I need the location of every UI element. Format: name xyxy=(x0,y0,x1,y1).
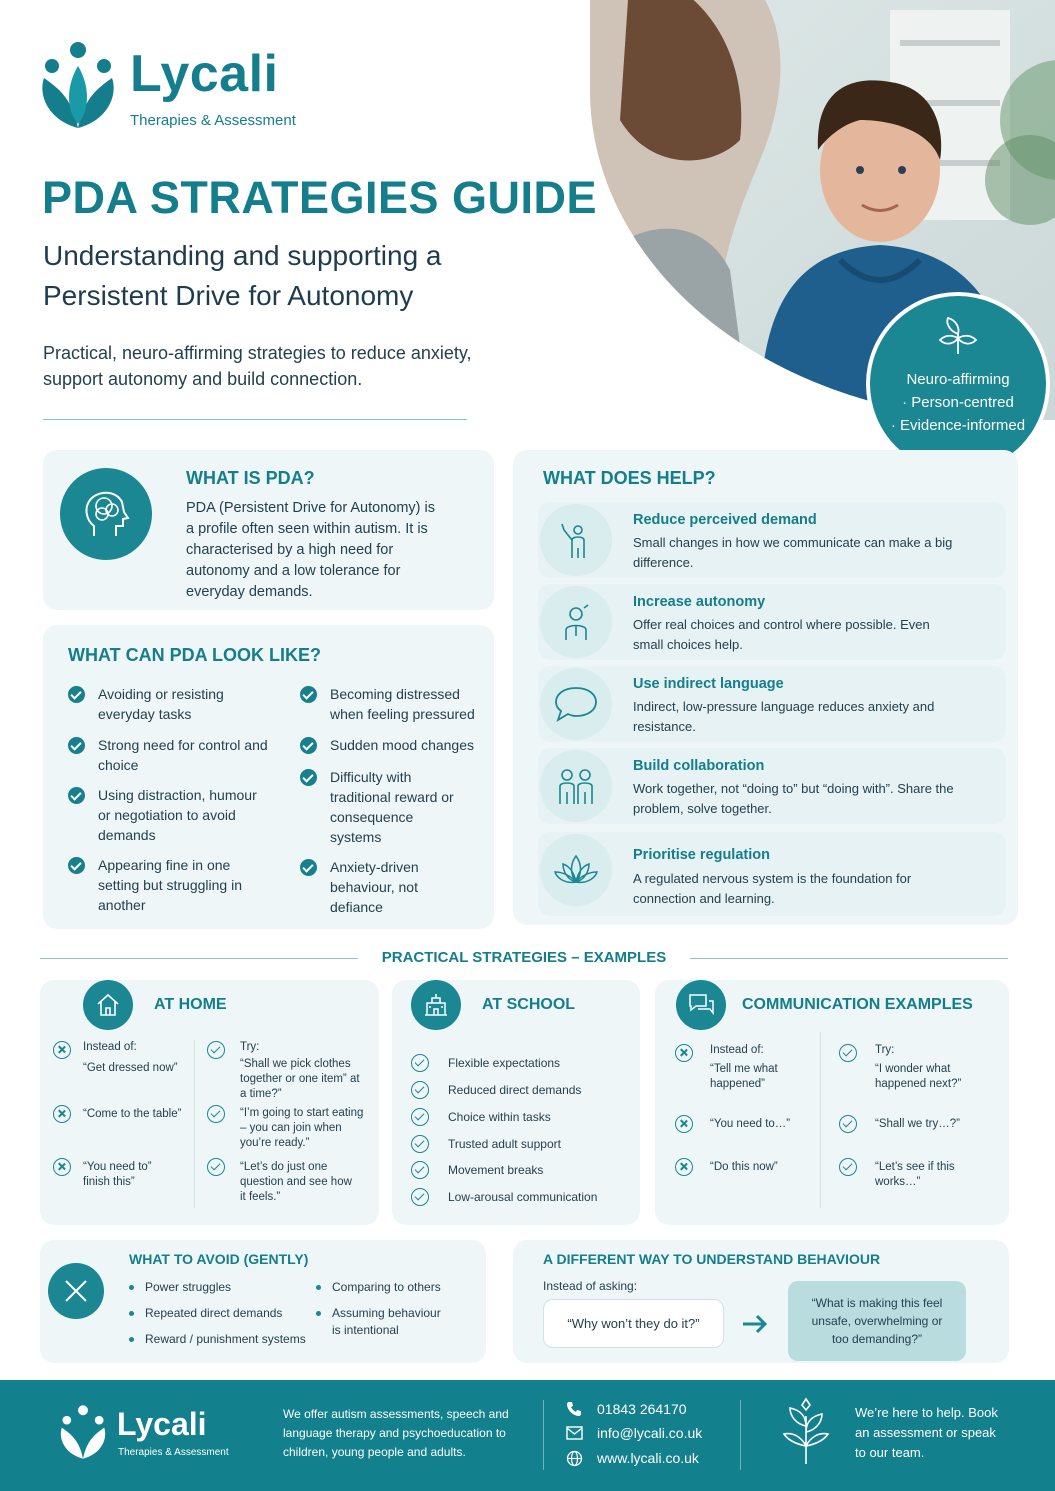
sprout-icon xyxy=(778,1396,834,1468)
page-title: PDA STRATEGIES GUIDE xyxy=(42,172,598,223)
divider xyxy=(43,419,467,420)
footer-phone[interactable]: 01843 264170 xyxy=(597,1401,687,1417)
list-item xyxy=(68,735,268,775)
check-icon xyxy=(411,1081,429,1099)
instead-text: “Tell me what happened” xyxy=(710,1063,778,1090)
look-like-card xyxy=(43,625,494,929)
check-icon xyxy=(839,1158,857,1176)
phone-icon xyxy=(566,1401,582,1417)
list-item-text: Becoming distressed when feeling pressured xyxy=(330,686,475,722)
list-item xyxy=(68,684,268,724)
instead-text: “Do this now” xyxy=(710,1161,778,1173)
try-text: “I wonder what happened next?” xyxy=(875,1063,962,1090)
cross-icon xyxy=(675,1115,693,1133)
instead-text: “You need to…” xyxy=(710,1118,791,1130)
check-icon xyxy=(207,1041,225,1059)
what-is-heading: WHAT IS PDA? xyxy=(186,468,315,488)
school-item: Choice within tasks xyxy=(448,1110,551,1124)
try-label: Try: xyxy=(240,1041,260,1053)
check-icon xyxy=(411,1188,429,1206)
check-icon xyxy=(411,1108,429,1126)
lotus-icon xyxy=(540,834,612,906)
avoid-item: Reward / punishment systems xyxy=(129,1331,306,1348)
cross-icon xyxy=(675,1158,693,1176)
understand-heading: A DIFFERENT WAY TO UNDERSTAND BEHAVIOUR xyxy=(543,1251,881,1267)
help-item xyxy=(538,584,1006,660)
try-label: Try: xyxy=(875,1044,895,1056)
speech-bubble-icon xyxy=(540,668,612,740)
help-item xyxy=(538,502,1006,578)
badge-line: · Person-centred xyxy=(902,394,1014,411)
avoid-heading: WHAT TO AVOID (GENTLY) xyxy=(129,1251,309,1267)
instead-asking-label: Instead of asking: xyxy=(543,1279,638,1293)
old-question: “Why won’t they do it?” xyxy=(567,1316,700,1331)
brand-name: Lycali xyxy=(130,45,279,103)
badge-line: · Evidence-informed xyxy=(890,417,1026,434)
footer xyxy=(0,1380,1055,1491)
try-text: “Let’s do just one question and see how it feels.” xyxy=(240,1161,352,1203)
help-item xyxy=(538,832,1006,916)
instead-text: “You need to” finish this” xyxy=(83,1161,152,1188)
help-item-desc: Offer real choices and control where possible. Even small choices help. xyxy=(633,617,930,652)
check-icon xyxy=(411,1161,429,1179)
list-item-text: Anxiety-driven behaviour, not defiance xyxy=(330,859,419,915)
old-question-box xyxy=(543,1299,724,1348)
list-item xyxy=(68,785,268,845)
list-item-text: Avoiding or resisting everyday tasks xyxy=(98,686,224,722)
house-icon xyxy=(83,980,133,1030)
at-home-card xyxy=(40,980,379,1225)
help-item-title: Prioritise regulation xyxy=(633,847,770,863)
person-icon xyxy=(540,586,612,658)
brain-head-icon xyxy=(60,468,152,560)
try-text: “Shall we try…?” xyxy=(875,1118,960,1130)
lycali-logo-icon xyxy=(38,40,118,130)
instead-text: “Come to the table” xyxy=(83,1108,182,1120)
instead-label: Instead of: xyxy=(83,1041,137,1053)
chat-bubbles-icon xyxy=(676,980,726,1030)
understand-card xyxy=(513,1240,1009,1363)
divider xyxy=(194,1040,195,1208)
check-icon xyxy=(68,787,85,804)
list-item-text: Using distraction, humour or negotiation to avoid demands xyxy=(98,787,257,843)
list-item-text: Sudden mood changes xyxy=(330,737,474,753)
check-icon xyxy=(68,857,85,874)
school-building-icon xyxy=(411,980,461,1030)
help-item-title: Reduce perceived demand xyxy=(633,512,817,528)
help-item xyxy=(538,748,1006,824)
communication-card xyxy=(655,980,1009,1225)
help-item-title: Build collaboration xyxy=(633,758,765,774)
check-icon xyxy=(300,686,317,703)
check-icon xyxy=(207,1105,225,1123)
check-icon xyxy=(300,769,317,786)
what-is-body: PDA (Persistent Drive for Autonomy) is a profile often seen within autism. It is characterised by a high need for autonomy and a low tolerance for everyday demands. xyxy=(186,500,435,600)
divider xyxy=(690,958,1008,959)
communication-heading: COMMUNICATION EXAMPLES xyxy=(742,996,973,1013)
school-item: Movement breaks xyxy=(448,1163,544,1177)
what-is-card xyxy=(43,450,494,610)
check-icon xyxy=(68,686,85,703)
footer-about: We offer autism assessments, speech and language therapy and psychoeducation to children, young people and adults. xyxy=(283,1407,509,1459)
badge-line: Neuro-affirming xyxy=(906,371,1010,388)
avoid-item: Power struggles xyxy=(129,1279,231,1296)
school-item: Trusted adult support xyxy=(448,1137,561,1151)
lycali-logo-icon xyxy=(58,1404,108,1460)
raised-hand-person-icon xyxy=(540,504,612,576)
help-item xyxy=(538,666,1006,742)
page-subtitle xyxy=(43,236,563,316)
try-text: “I’m going to start eating – you can join when you’re ready.” xyxy=(240,1107,364,1149)
school-item: Reduced direct demands xyxy=(448,1083,582,1097)
footer-website[interactable]: www.lycali.co.uk xyxy=(597,1450,699,1466)
list-item xyxy=(300,684,480,724)
arrow-right-icon xyxy=(741,1312,769,1336)
leaf-icon xyxy=(936,314,980,358)
list-item xyxy=(300,857,460,917)
avoid-item: Assuming behaviour is intentional xyxy=(316,1305,446,1339)
list-item-text: Appearing fine in one setting but struggling in another xyxy=(98,857,242,913)
at-school-heading: AT SCHOOL xyxy=(482,996,576,1013)
check-icon xyxy=(300,859,317,876)
instead-text: “Get dressed now” xyxy=(83,1062,178,1074)
list-item xyxy=(68,855,268,915)
two-people-icon xyxy=(540,750,612,822)
cross-icon xyxy=(53,1158,71,1176)
intro-text: Practical, neuro-affirming strategies to reduce anxiety, support autonomy and build connection. xyxy=(43,343,472,389)
school-item: Low-arousal communication xyxy=(448,1190,598,1204)
footer-cta: We’re here to help. Book an assessment or speak to our team. xyxy=(855,1405,998,1460)
avoid-item: Comparing to others xyxy=(316,1279,441,1296)
help-item-desc: Indirect, low-pressure language reduces anxiety and resistance. xyxy=(633,699,935,734)
divider xyxy=(740,1400,741,1470)
list-item xyxy=(300,767,460,847)
at-home-heading: AT HOME xyxy=(154,996,227,1013)
help-item-desc: A regulated nervous system is the foundation for connection and learning. xyxy=(633,871,912,906)
email-icon xyxy=(566,1426,583,1440)
check-icon xyxy=(411,1054,429,1072)
cross-icon xyxy=(675,1044,693,1062)
cross-icon xyxy=(53,1105,71,1123)
help-item-title: Increase autonomy xyxy=(633,594,766,610)
footer-brand-name: Lycali xyxy=(117,1406,207,1442)
avoid-item: Repeated direct demands xyxy=(129,1305,282,1322)
check-icon xyxy=(300,737,317,754)
list-item-text: Strong need for control and choice xyxy=(98,737,268,773)
list-item xyxy=(300,735,480,755)
help-heading: WHAT DOES HELP? xyxy=(543,468,716,488)
divider xyxy=(820,1032,821,1208)
check-icon xyxy=(839,1115,857,1133)
globe-icon xyxy=(566,1450,583,1467)
brand-logo xyxy=(38,38,328,133)
check-icon xyxy=(207,1158,225,1176)
school-item: Flexible expectations xyxy=(448,1056,561,1070)
values-badge xyxy=(870,296,1046,472)
try-text: “Shall we pick clothes together or one item” at a time?” xyxy=(240,1058,360,1100)
subtitle-line: Understanding and supporting a xyxy=(43,240,442,271)
footer-email[interactable]: info@lycali.co.uk xyxy=(597,1425,703,1441)
instead-label: Instead of: xyxy=(710,1044,764,1056)
look-like-heading: WHAT CAN PDA LOOK LIKE? xyxy=(68,645,321,665)
divider xyxy=(543,1400,544,1470)
brand-tagline: Therapies & Assessment xyxy=(130,112,296,129)
check-icon xyxy=(839,1044,857,1062)
subtitle-line: Persistent Drive for Autonomy xyxy=(43,280,414,311)
cross-icon xyxy=(53,1041,71,1059)
list-item-text: Difficulty with traditional reward or consequence systems xyxy=(330,769,454,845)
new-question: “What is making this feel unsafe, overwhelming or too demanding?” xyxy=(811,1296,943,1346)
divider xyxy=(40,958,358,959)
help-item-desc: Small changes in how we communicate can make a big difference. xyxy=(633,535,953,570)
check-icon xyxy=(68,737,85,754)
footer-brand-tagline: Therapies & Assessment xyxy=(118,1447,229,1458)
try-text: “Let’s see if this works…” xyxy=(875,1161,955,1188)
close-icon xyxy=(48,1263,104,1319)
strategies-heading: PRACTICAL STRATEGIES – EXAMPLES xyxy=(381,949,667,966)
avoid-card xyxy=(40,1240,486,1363)
at-school-card xyxy=(392,980,640,1225)
help-item-title: Use indirect language xyxy=(633,676,784,692)
help-item-desc: Work together, not “doing to” but “doing with”. Share the problem, solve together. xyxy=(633,781,954,816)
check-icon xyxy=(411,1135,429,1153)
new-question-box xyxy=(788,1281,966,1361)
